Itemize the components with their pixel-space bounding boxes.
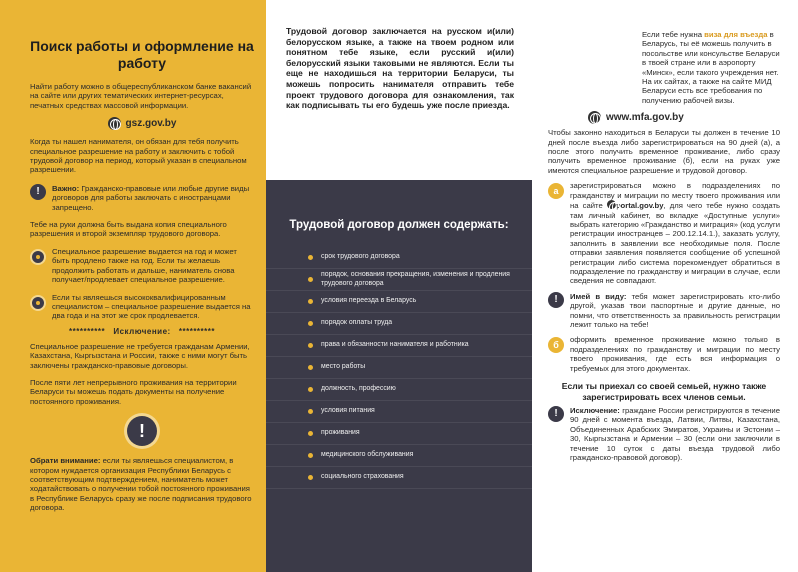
gsz-site-label[interactable]: gsz.gov.by bbox=[125, 118, 177, 130]
registration-rules: Чтобы законно находиться в Беларуси ты должен в течение 10 дней после въезда либо зарегистрироваться на 90 дней (а), а после этого получить временное проживание, либо сразу получить временное проживание (б), если на руках уже имеются специальное разрешение и трудовой договор. bbox=[548, 128, 780, 175]
contract-item bbox=[266, 423, 532, 445]
visa-intro-a: Если тебе нужна bbox=[642, 30, 705, 39]
mfa-site[interactable] bbox=[588, 111, 780, 124]
contract-item bbox=[266, 401, 532, 423]
exclamation-icon: ! bbox=[548, 292, 564, 308]
bullet-icon bbox=[30, 249, 46, 265]
globe-icon bbox=[108, 117, 121, 130]
bullet-dot-icon bbox=[308, 409, 313, 414]
attention-icon: ! bbox=[127, 416, 157, 446]
bullet-dot-icon bbox=[308, 475, 313, 480]
permit-bullet-1-text: Специальное разрешение выдается на год и может быть продлено также на год. Если ты желаешь продолжить работать и дальше, наниматель снова получает/продлевает специальное разрешение. bbox=[52, 246, 237, 285]
gsz-site[interactable] bbox=[30, 117, 254, 130]
note-text: тебя может зарегистрировать кто-либо другой, указав твои паспортные и другие данные, но помни, что ответственность за правильность регистрации лежит только на тебе! bbox=[570, 291, 781, 329]
contract-item-text: порядок, основания прекращения, изменения и продления трудового договора bbox=[321, 271, 510, 287]
bullet-dot-icon bbox=[308, 431, 313, 436]
portal-site[interactable]: portal.gov.by bbox=[615, 201, 664, 211]
contract-item bbox=[266, 335, 532, 357]
c3-exception bbox=[548, 406, 780, 462]
visa-intro-b: в Беларусь, ты её можешь получить в посольстве или консульстве Беларуси в твоей стране или в аэропорту «Минск», если такого учреждения нет. На их сайтах, а также на сайте МИД Беларуси есть все требования по получению рабочей визы. bbox=[642, 30, 780, 105]
job-search-title: Поиск работы и оформление на работу bbox=[30, 38, 254, 71]
contract-language-text: Трудовой договор заключается на русском и(или) белорусском языке, а также на твоем родном или понятном тебе языке, если русский и(или) белорусский языки таковыми не являются. Если ты еще не находишься на территории Беларуси, ты можешь попросить нанимателя отправить тебе проект трудового договора для ознакомления, так как подписывать ты его будешь уже после приезда. bbox=[286, 26, 514, 111]
contract-item-text: медицинского обслуживания bbox=[321, 451, 414, 459]
bullet-dot-icon bbox=[308, 299, 313, 304]
bullet-dot-icon bbox=[308, 343, 313, 348]
contract-item-text: социального страхования bbox=[321, 473, 404, 481]
job-search-text: Найти работу можно в общереспубликанском банке вакансий на сайте или других тематических интернет-ресурсах, печатных средствах массовой информации. bbox=[30, 82, 252, 110]
contract-panel bbox=[266, 0, 532, 572]
contract-item bbox=[266, 269, 532, 291]
bullet-dot-icon bbox=[308, 277, 313, 282]
contract-contents-list bbox=[266, 247, 532, 489]
bullet-dot-icon bbox=[308, 255, 313, 260]
permit-bullet-1 bbox=[30, 247, 254, 285]
contract-item-text: проживания bbox=[321, 429, 360, 437]
exception-heading bbox=[30, 327, 254, 336]
contract-item bbox=[266, 467, 532, 489]
permit-bullet-2 bbox=[30, 293, 254, 321]
note-label: Имей в виду: bbox=[570, 291, 627, 301]
mfa-site-label[interactable]: www.mfa.gov.by bbox=[606, 112, 684, 124]
important-label: Важно: bbox=[52, 183, 80, 193]
step-a bbox=[548, 181, 780, 285]
step-a-badge: а bbox=[548, 183, 564, 199]
permanent-residence-text: После пяти лет непрерывного проживания на территории Беларуси ты можешь подать документы на получение постоянного проживания. bbox=[30, 377, 237, 406]
globe-icon bbox=[607, 200, 616, 209]
contract-item-text: срок трудового договора bbox=[321, 253, 400, 261]
step-b-badge: б bbox=[548, 337, 564, 353]
stars-left: ********** bbox=[69, 326, 106, 336]
bullet-dot-icon bbox=[308, 387, 313, 392]
important-note bbox=[30, 184, 254, 212]
c3-exception-label: Исключение: bbox=[570, 406, 620, 415]
exclamation-icon: ! bbox=[548, 406, 564, 422]
contract-item-text: права и обязанности нанимателя и работника bbox=[321, 341, 469, 349]
globe-icon bbox=[588, 111, 601, 124]
step-b-text: оформить временное проживание можно только в подразделениях по гражданству и миграции по месту твоего проживания, где есть вся информация о требуемых для этого документах. bbox=[570, 335, 780, 373]
contract-item-text: условия переезда в Беларусь bbox=[321, 297, 417, 305]
permit-bullet-2-text: Если ты являешься высококвалифицированным специалистом – специальное разрешение выдается на два года и на этот же срок продлевается. bbox=[52, 292, 251, 321]
exception-label: Исключение: bbox=[113, 326, 171, 336]
important-text: Гражданско-правовые или любые другие виды договоров для работы заключать с иностранцами запрещено. bbox=[52, 183, 250, 212]
contract-item-text: порядок оплаты труда bbox=[321, 319, 393, 327]
exclamation-icon: ! bbox=[30, 184, 46, 200]
contract-item bbox=[266, 313, 532, 335]
employer-duty-text: Когда ты нашел нанимателя, он обязан для тебя получить специальное разрешение на работу и заключить с тобой трудовой договор на период, который указан в специальном разрешении. bbox=[30, 137, 247, 175]
contract-item bbox=[266, 379, 532, 401]
bullet-dot-icon bbox=[308, 453, 313, 458]
bullet-icon bbox=[30, 295, 46, 311]
step-a-text2: , для чего тебе нужно создать там личный кабинет, во вкладке «Доступные услуги» выбрать категорию «Гражданство и миграция» (код услуги регистрации иностранцев – 200.12.14.1.), заказать услугу, заполнить в заявлении все необходимые поля. После отправки заявления появляется сообщение об успешной регистрации либо система порекомендует обратиться в подразделение по гражданству и миграции в случае, если сведения не совпадают. bbox=[570, 201, 781, 286]
visa-intro bbox=[642, 30, 780, 105]
bullet-dot-icon bbox=[308, 321, 313, 326]
job-search-panel bbox=[0, 0, 266, 572]
contract-item bbox=[266, 445, 532, 467]
contract-item bbox=[266, 357, 532, 379]
c3-exception-text: граждане России регистрируются в течение 90 дней с момента въезда, Латвии, Литвы, Казахстана, Объединенных Арабских Эмиратов, Украины и Эстонии – 30, Кыргызстана и Армении – 30 (если они заключили в течение 10 суток с даты въезда трудовой либо гражданско-правовой договор). bbox=[570, 406, 780, 463]
bullet-dot-icon bbox=[308, 365, 313, 370]
step-b bbox=[548, 335, 780, 373]
family-heading: Если ты приехал со своей семьей, нужно также зарегистрировать всех членов семьи. bbox=[561, 381, 767, 402]
contract-item-text: должность, профессию bbox=[321, 385, 396, 393]
attention-text: если ты являешься специалистом, в котором нуждается организация Республики Беларусь с соответствующим подтверждением, наниматель может ходатайствовать о получении тобой постоянного проживания в Республике Беларусь сразу же после подписания трудового договора. bbox=[30, 456, 252, 513]
keep-in-mind-note bbox=[548, 292, 780, 330]
stars-right: ********** bbox=[178, 326, 215, 336]
visa-highlight: виза для въезда bbox=[704, 30, 768, 39]
exception-text: Специальное разрешение не требуется гражданам Армении, Казахстана, Кыргызстана и России, также с ними могут быть заключены гражданско-правовые договоры. bbox=[30, 341, 250, 370]
contract-contents-box bbox=[266, 180, 532, 572]
attention-label: Обрати внимание: bbox=[30, 456, 101, 466]
entry-registration-panel bbox=[532, 0, 798, 572]
contract-item bbox=[266, 291, 532, 313]
step-a-text1: зарегистрироваться можно в подразделениях по гражданству и миграции по месту твоего проживания или на сайте bbox=[570, 181, 780, 211]
contract-item-text: условия питания bbox=[321, 407, 375, 415]
contract-contents-title: Трудовой договор должен содержать: bbox=[289, 219, 509, 231]
contract-item bbox=[266, 247, 532, 269]
contract-item-text: место работы bbox=[321, 363, 366, 371]
contract-copy-text: Тебе на руки должна быть выдана копия специального разрешения и второй экземпляр трудового договора. bbox=[30, 220, 227, 239]
